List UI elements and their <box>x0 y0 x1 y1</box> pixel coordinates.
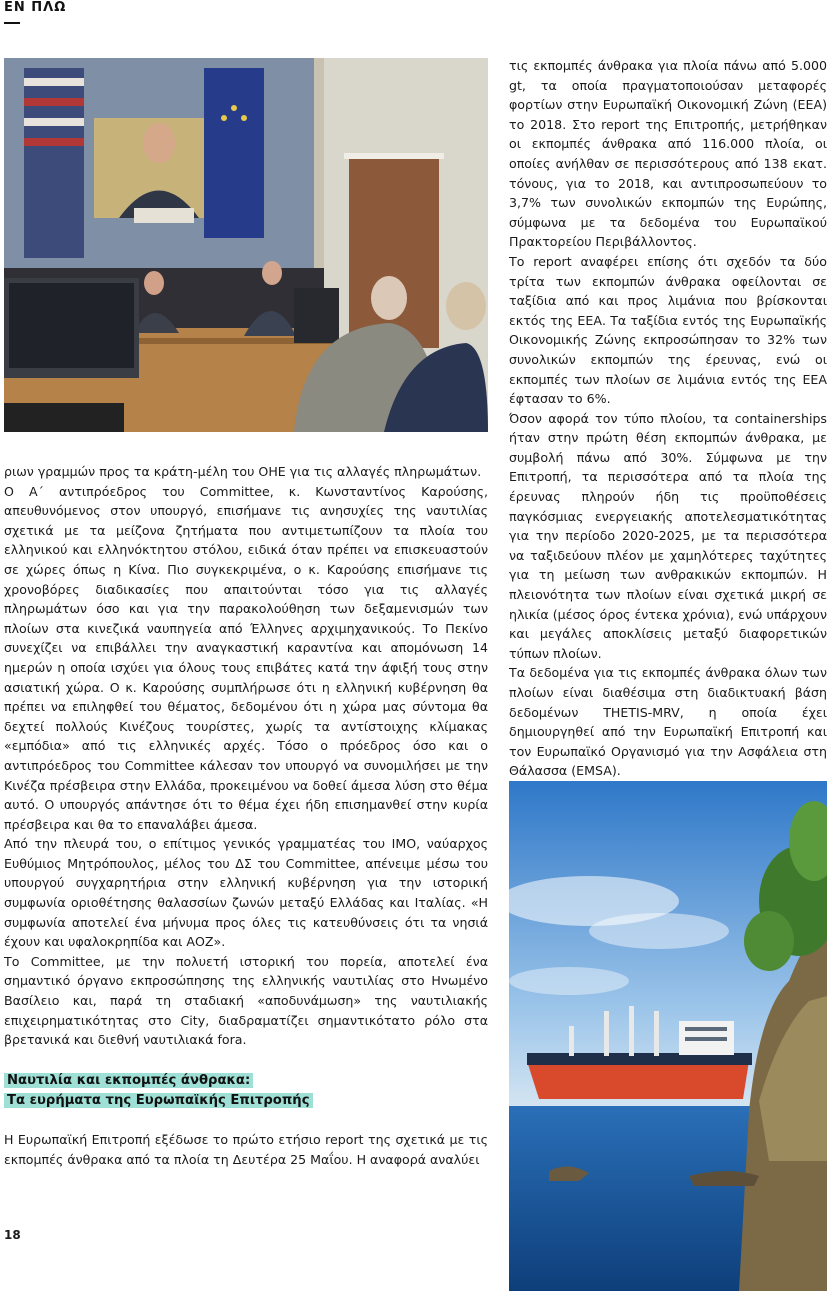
section-rule <box>4 22 20 24</box>
section-label: ΕΝ ΠΛΩ <box>4 0 67 15</box>
section-heading-line-1: Ναυτιλία και εκπομπές άνθρακα: <box>4 1073 253 1088</box>
left-paragraph-4: Το Committee, με την πολυετή ιστορική του πορεία, αποτελεί ένα σημαντικό όργανο εκπροσώπησης της ελληνικής ναυτιλίας στο Ηνωμένο Βασίλειο και, παρά τη σταδιακή «αποδυνάμωση» της ναυτιλιακής επιχειρηματικότητας στο City, διαδραματίζει σημαντικότατο ρόλο στα βρετανικά και διεθνή ναυτιλιακά fora. <box>4 953 488 1048</box>
right-paragraph-4: Τα δεδομένα για τις εκπομπές άνθρακα όλων των πλοίων είναι διαθέσιμα στη διαδικτυακή βάση δεδομένων THETIS-MRV, η οποία έχει δημιουργηθεί από την Ευρωπαϊκή Επιτροπή και τον Ευρωπαϊκό Οργανισμό για την Ασφάλεια στη Θάλασσα (EMSA). <box>509 665 827 779</box>
right-paragraph-1: τις εκπομπές άνθρακα για πλοία πάνω από 5.000 gt, τα οποία πραγματοποιούσαν μεταφορές φορτίων στην Ευρωπαϊκή Οικονομική Ζώνη (ΕΕΑ) το 2018. Στο report της Επιτροπής, μετρήθηκαν οι εκπομπές άνθρακα από 116.000 πλοία, οι οποίες ανήλθαν σε περισσότερους από 138 εκατ. τόνους, για το 2018, και αντιπροσωπεύουν το 3,7% των συνολικών εκπομπών της Ευρώπης, σύμφωνα με τα δεδομένα του Ευρωπαϊκού Πρακτορείου Περιβάλλοντος. <box>509 58 827 250</box>
cargo-ship-photo <box>509 781 827 1291</box>
section-heading-line-2: Τα ευρήματα της Ευρωπαϊκής Επιτροπής <box>4 1093 313 1108</box>
left-paragraph-2: Ο Α΄ αντιπρόεδρος του Committee, κ. Κωνσταντίνος Καρούσης, απευθυνόμενος στον υπουργό, επισήμανε τις ανησυχίες της ναυτιλίας σχετικά με τα μείζονα ζητήματα που αντιμετωπίζουν τα πλοία του ελληνικού και ελληνόκτητου στόλου, ειδικά όταν πρέπει να επισκευαστούν σε χώρες όπως η Κίνα. Πιο συγκεκριμένα, ο κ. Καρούσης επισήμανε τις χρονοβόρες διαδικασίες που απαιτούνται τόσο για τις αλλαγές πληρωμάτων όσο και για την παρακολούθηση των δεξαμενισμών των πλοίων στα κινεζικά ναυπηγεία από Έλληνες αρχιμηχανικούς. Το Πεκίνο συνεχίζει να επιβάλλει την αναγκαστική καραντίνα και απομόνωση 14 ημερών η οποία ισχύει για όλους τους επιβάτες κατά την άφιξή τους στην ασιατική χώρα. Ο κ. Καρούσης συμπλήρωσε ότι η ελληνική κυβέρνηση θα πρέπει να επιληφθεί του θέματος, δεδομένου ότι η χώρα μας σύντομα θα δεχτεί πολλούς Κινέζους τουρίστες, χωρίς τα αντίστοιχης κλίμακας «εμπόδια» από τις ελληνικές αρχές. Τόσο ο πρόεδρος όσο και ο αντιπρόεδρος του Committee κάλεσαν τον υπουργό να συνομιλήσει με την Κινέζα πρέσβειρα στην Ελλάδα, προκειμένου να δοθεί άμεσα λύση στο θέμα αυτό. Ο υπουργός απάντησε ότι το θέμα έχει ήδη επισημανθεί στην κυρία πρέσβειρα και θα το επαναλάβει άμεσα. <box>4 483 488 832</box>
left-paragraph-1: ριων γραμμών προς τα κράτη-μέλη του ΟΗΕ για τις αλλαγές πληρωμάτων. <box>4 464 482 479</box>
video-conference-photo <box>4 58 488 432</box>
left-tail-paragraph: Η Ευρωπαϊκή Επιτροπή εξέδωσε το πρώτο ετήσιο report της σχετικά με τις εκπομπές άνθρακα από τα πλοία τη Δευτέρα 25 Μαΐου. Η αναφορά αναλύει <box>4 1132 488 1167</box>
right-paragraph-2: Το report αναφέρει επίσης ότι σχεδόν τα δύο τρίτα των εκπομπών άνθρακα οφείλονται σε ταξίδια από και προς λιμάνια που βρίσκονται εκτός της ΕΕΑ. Τα ταξίδια εντός της Ευρωπαϊκής Οικονομικής Ζώνης εκπροσώπησαν το 32% των συνολικών εκπομπών της έρευνας, ενώ οι εκπομπές των πλοίων σε λιμάνια εντός της ΕΕΑ έφτασαν το 6%. <box>509 253 827 407</box>
left-column-tail-text <box>4 1130 488 1169</box>
section-heading <box>4 1071 313 1111</box>
left-paragraph-3: Από την πλευρά του, ο επίτιμος γενικός γραμματέας του ΙΜΟ, ναύαρχος Ευθύμιος Μητρόπουλος, μέλος του ΔΣ του Committee, απένειμε μέσω του υπουργού συγχαρητήρια στην ελληνική κυβέρνηση για την ιστορική συμφωνία οριοθέτησης θαλασσίων ζωνών μεταξύ Ελλάδας και Ιταλίας. «Η συμφωνία αποτελεί ένα μήνυμα προς όλες τις κατευθύνσεις ότι τα νησιά έχουν και υφαλοκρηπίδα και ΑΟΖ». <box>4 836 488 950</box>
left-column-text <box>4 462 488 1050</box>
video-conference-illustration <box>4 58 488 432</box>
right-paragraph-3: Όσον αφορά τον τύπο πλοίου, τα containerships ήταν στην πρώτη θέση εκπομπών άνθρακα, με συμβολή πάνω από 30%. Σύμφωνα με την Επιτροπή, τα περισσότερα από τα πλοία της έρευνας πληρούν ήδη τις προϋποθέσεις παγκόσμιας ενεργειακής αποτελεσματικότητας για την περίοδο 2020-2025, με τα περισσότερα να ταξιδεύουν πλέον με χαμηλότερες ταχύτητες για τη μείωση των ανθρακικών εκπομπών. Η πλειονότητα των πλοίων είναι σχετικά μικρή σε ηλικία (μέσος όρος έντεκα χρόνια), ενώ υπάρχουν και μεγάλες αποκλίσεις μεταξύ διαφορετικών τύπων πλοίων. <box>509 410 827 661</box>
right-column-text <box>509 56 827 781</box>
cargo-ship-illustration <box>509 781 827 1291</box>
page-number: 18 <box>4 1228 21 1242</box>
